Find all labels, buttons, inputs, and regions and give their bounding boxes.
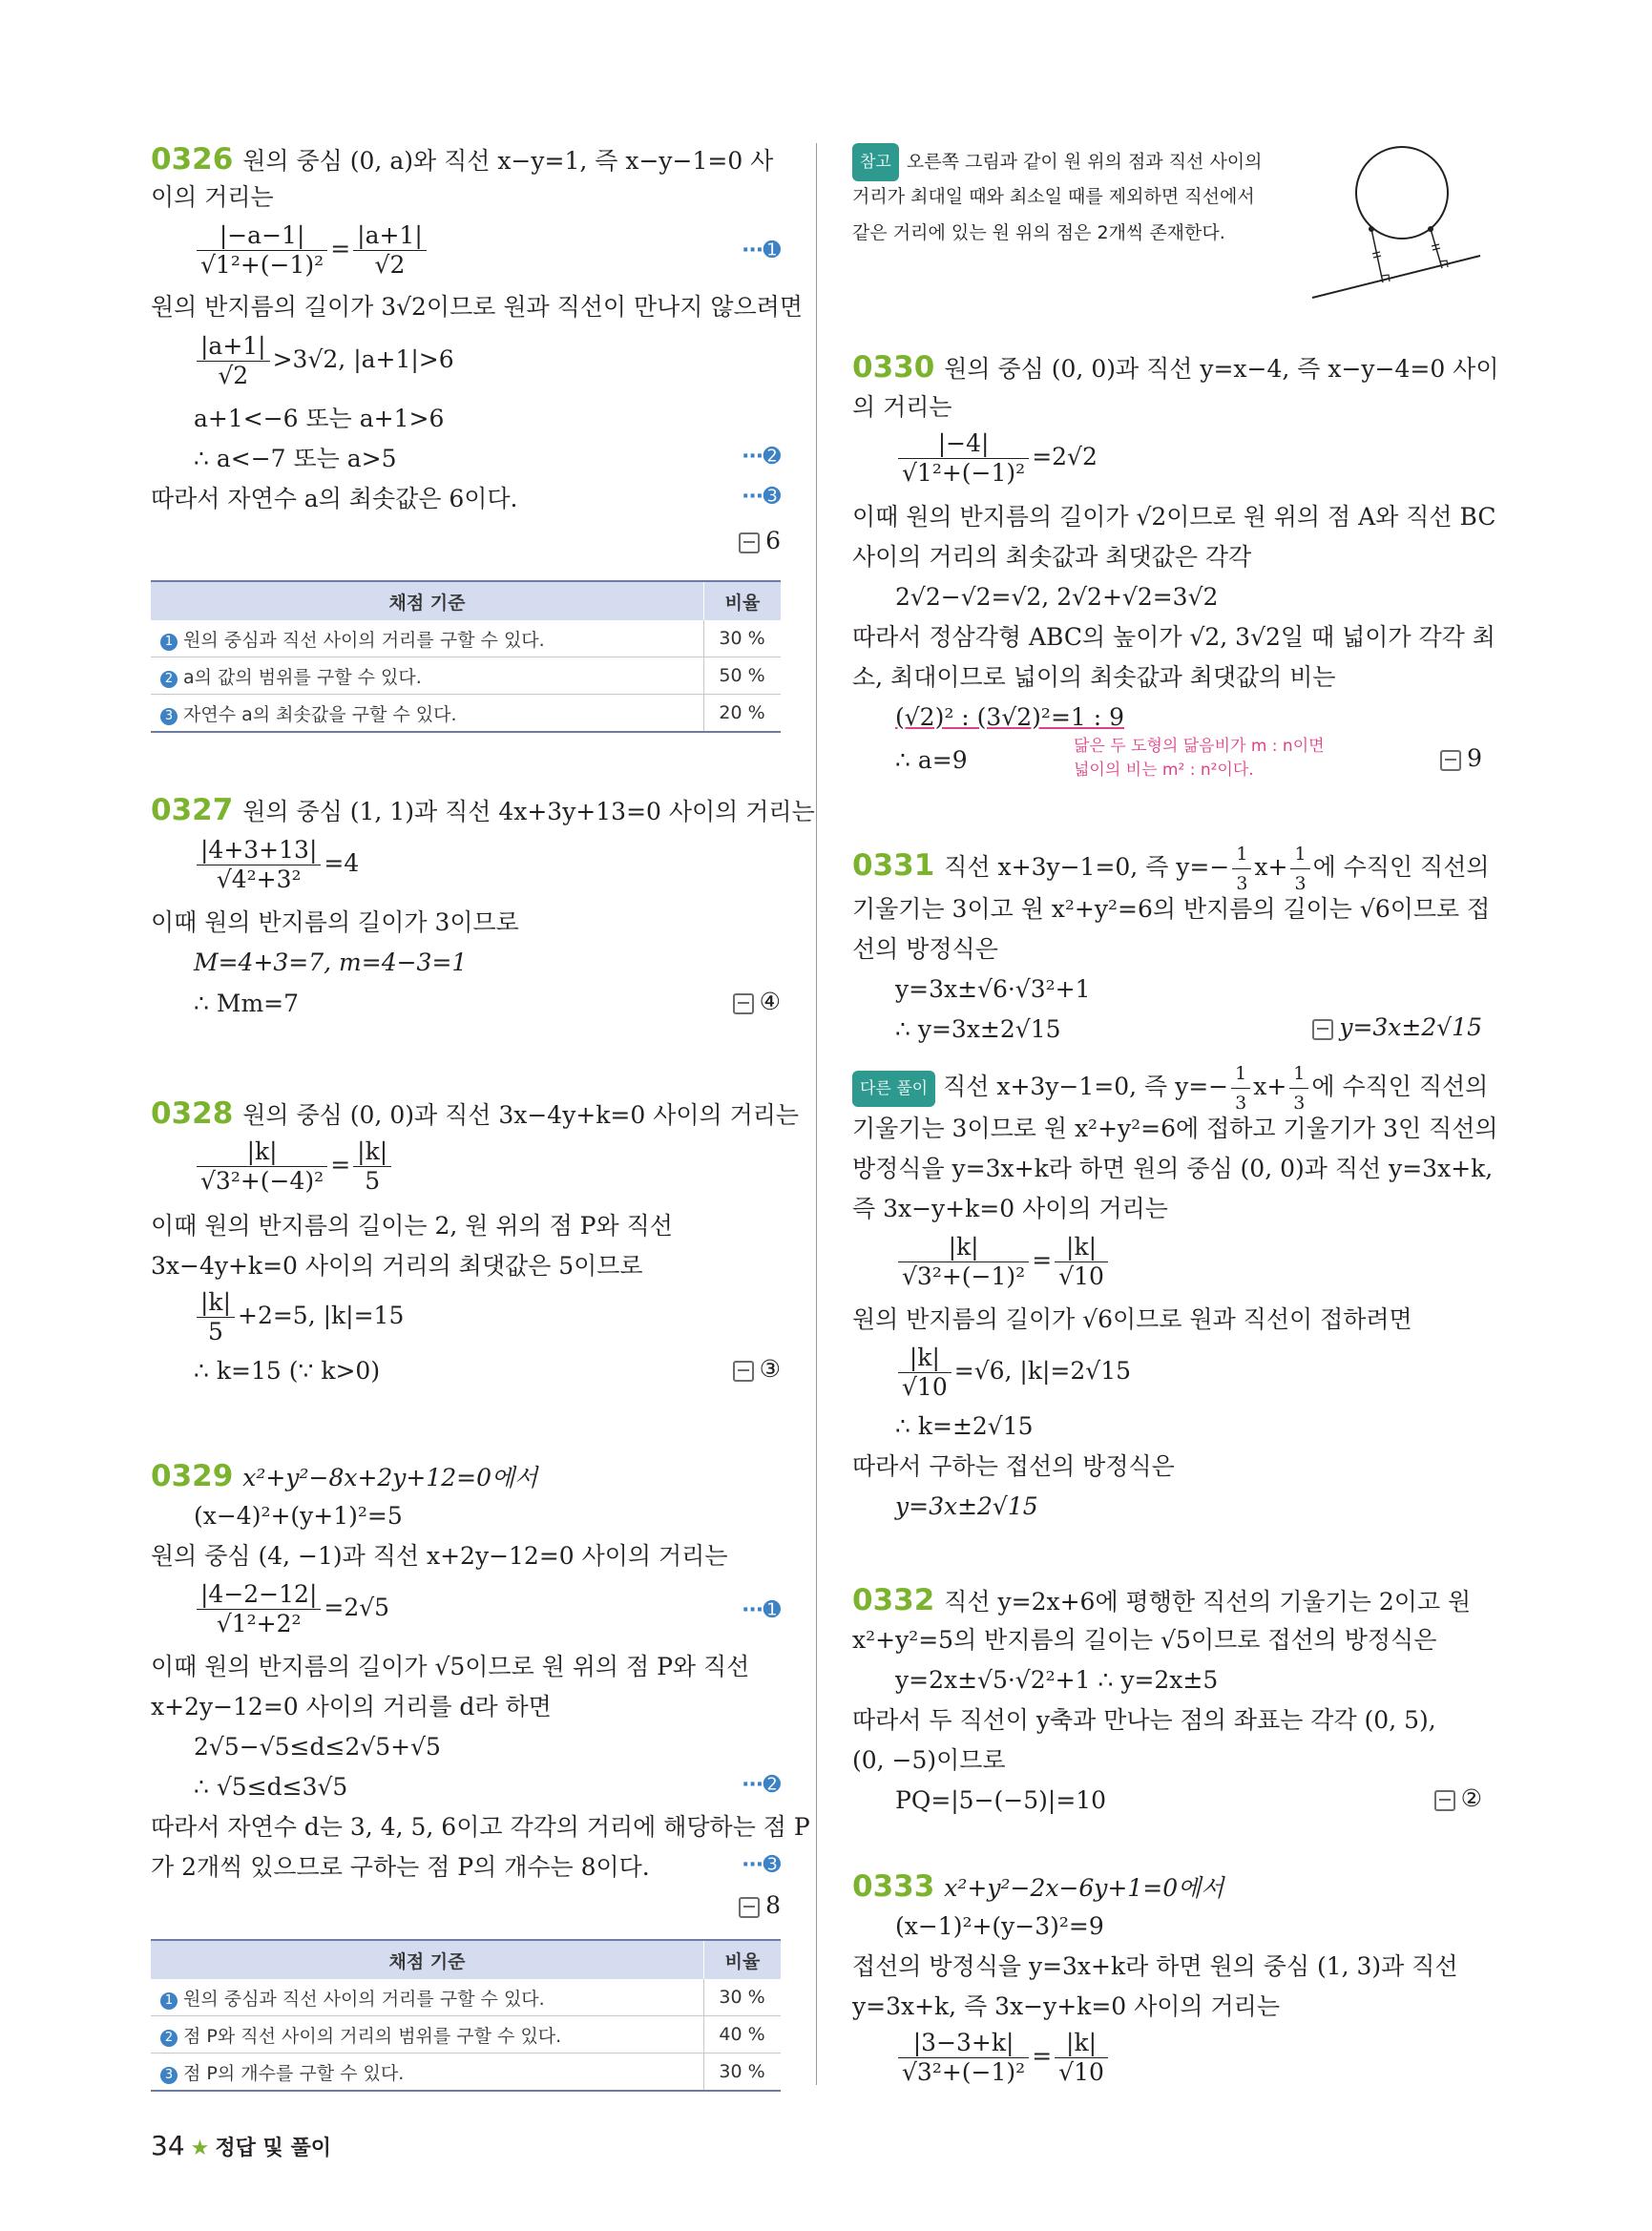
problem-0327-line5: ∴ Mm=7 <box>194 990 300 1017</box>
note-line3: 같은 거리에 있는 원 위의 점은 2개씩 존재한다. <box>852 222 1225 243</box>
problem-0326-formula2: $\frac{|a+1|}{√2}$ >3√2, |a+1|>6 <box>151 332 454 390</box>
step-marker-3: ⋯➌ <box>742 485 781 509</box>
problem-0331-line2: 기울기는 3이고 원 x²+y²=6의 반지름의 길이는 √6이므로 접 <box>852 895 1491 923</box>
problem-0331-line1: 0331 직선 x+3y−1=0, 즉 y=− $\frac{1}{3}$ x+ $\frac{1}{3}$ 에 수직인 직선의 <box>852 840 1490 898</box>
scoring-table-0326: 채점 기준 비율 1 원의 중심과 직선 사이의 거리를 구할 수 있다. 30 % 2 a의 값의 범위를 구할 수 있다. 50 % 3 자연수 a의 최솟값을 구할 수 있다. 20 % <box>151 580 781 733</box>
answer-icon <box>739 1897 760 1918</box>
problem-0329-line5: 이때 원의 반지름의 길이가 √5이므로 원 위의 점 P와 직선 <box>151 1653 750 1680</box>
answer-icon <box>739 532 760 553</box>
similarity-note: 닮은 두 도형의 닮음비가 m : n이면 넓이의 비는 m² : n²이다. <box>1074 737 1325 780</box>
problem-0328-formula2: $\frac{|k|}{5}$ +2=5, |k|=15 <box>151 1288 404 1346</box>
table-row: 1 원의 중심과 직선 사이의 거리를 구할 수 있다. 30 % <box>151 620 781 657</box>
scoring-table-0329: 채점 기준 비율 1 원의 중심과 직선 사이의 거리를 구할 수 있다. 30 % 2 점 P와 직선 사이의 거리의 범위를 구할 수 있다. 40 % 3 점 P의 개수를 구할 수 있다. 30 % <box>151 1939 781 2092</box>
problem-0332-line2: x²+y²=5의 반지름의 길이는 √5이므로 접선의 방정식은 <box>852 1626 1437 1654</box>
problem-0329-line8: ∴ √5≤d≤3√5 <box>194 1773 348 1801</box>
alt-solution-line2: 기울기는 3이므로 원 x²+y²=6에 접하고 기울기가 3인 직선의 <box>852 1115 1498 1142</box>
problem-0333-formula: $\frac{|3-3+k|}{\text{√3²+(−1)²}}$ = $\frac{|k|}{√10}$ <box>852 2029 1111 2087</box>
table-row: 3 점 P의 개수를 구할 수 있다. 30 % <box>151 2054 781 2092</box>
problem-0333-line4: y=3x+k, 즉 3x−y+k=0 사이의 거리는 <box>852 1992 1280 2020</box>
problem-0331-line4: y=3x±√6·√3²+1 <box>895 975 1091 1003</box>
problem-0328-line4: 3x−4y+k=0 사이의 거리의 최댓값은 5이므로 <box>151 1252 643 1280</box>
step-marker-3: ⋯➌ <box>742 1853 781 1877</box>
problem-0330-line5: 사이의 거리의 최솟값과 최댓값은 각각 <box>852 543 1252 571</box>
problem-0327-line3: 이때 원의 반지름의 길이가 3이므로 <box>151 908 519 936</box>
problem-number-0331: 0331 <box>852 848 935 883</box>
step-marker-1: ⋯➊ <box>742 1598 781 1622</box>
problem-0326-line8: 따라서 자연수 a의 최솟값은 6이다. <box>151 485 518 512</box>
problem-0329-line10: 가 2개씩 있으므로 구하는 점 P의 개수는 8이다. <box>151 1853 650 1881</box>
problem-number-0328: 0328 <box>151 1096 234 1131</box>
answer-0326: 6 <box>739 527 781 554</box>
problem-number-0332: 0332 <box>852 1583 935 1617</box>
answer-icon <box>733 993 754 1014</box>
problem-0332-line6: PQ=|5−(−5)|=10 <box>895 1786 1107 1814</box>
problem-0329-line3: 원의 중심 (4, −1)과 직선 x+2y−12=0 사이의 거리는 <box>151 1542 728 1570</box>
problem-0332-line4: 따라서 두 직선이 y축과 만나는 점의 좌표는 각각 (0, 5), <box>852 1706 1436 1734</box>
problem-number-0326: 0326 <box>151 142 234 177</box>
alt-solution-tag: 다른 풀이 <box>852 1071 935 1107</box>
alt-solution-line1: 다른 풀이 직선 x+3y−1=0, 즉 y=− $\frac{1}{3}$ x+ $\frac{1}{3}$ 에 수직인 직선의 <box>852 1059 1488 1117</box>
page-footer <box>151 2130 331 2161</box>
problem-0328-line3: 이때 원의 반지름의 길이는 2, 원 위의 점 P와 직선 <box>151 1212 673 1240</box>
alt-solution-line3: 방정식을 y=3x+k라 하면 원의 중심 (0, 0)과 직선 y=3x+k, <box>852 1155 1494 1182</box>
problem-0333-line1: 0333 x²+y²−2x−6y+1=0에서 <box>852 1869 1224 1904</box>
note-line2: 거리가 최대일 때와 최소일 때를 제외하면 직선에서 <box>852 186 1255 207</box>
note-tag: 참고 <box>852 143 899 181</box>
alt-solution-line6: 원의 반지름의 길이가 √6이므로 원과 직선이 접하려면 <box>852 1305 1412 1333</box>
problem-0328-line6: ∴ k=15 (∵ k>0) <box>194 1357 381 1385</box>
page-number: 34 <box>151 2130 185 2161</box>
table-row: 3 자연수 a의 최솟값을 구할 수 있다. 20 % <box>151 695 781 733</box>
answer-0330: 9 <box>1440 744 1482 772</box>
problem-0328-formula1: $\frac{|k|}{\text{√3²+(−4)²}}$ = $\frac{|k|}{5}$ <box>151 1137 394 1196</box>
step-marker-2: ⋯➋ <box>742 445 781 469</box>
problem-number-0333: 0333 <box>852 1869 935 1904</box>
alt-solution-formula1: $\frac{|k|}{\text{√3²+(−1)²}}$ = $\frac{|k|}{√10}$ <box>852 1233 1111 1291</box>
column-divider <box>816 143 817 2085</box>
problem-0326-line2: 이의 거리는 <box>151 183 274 211</box>
problem-0333-line2: (x−1)²+(y−3)²=9 <box>895 1912 1104 1940</box>
alt-solution-formula2: $\frac{|k|}{√10}$ =√6, |k|=2√15 <box>852 1344 1131 1402</box>
problem-0330-line1: 0330 원의 중심 (0, 0)과 직선 y=x−4, 즉 x−y−4=0 사이 <box>852 350 1499 385</box>
problem-0330-line6: 2√2−√2=√2, 2√2+√2=3√2 <box>895 583 1219 611</box>
answer-0328: ③ <box>733 1355 781 1383</box>
problem-0332-line5: (0, −5)이므로 <box>852 1746 1006 1774</box>
note-line1: 참고 오른쪽 그림과 같이 원 위의 점과 직선 사이의 <box>852 143 1263 181</box>
problem-0329-line6: x+2y−12=0 사이의 거리를 d라 하면 <box>151 1693 552 1720</box>
problem-0329-formula: $\frac{|4-2-12|}{\text{√1²+2²}}$ =2√5 <box>151 1580 389 1638</box>
alt-solution-line10: y=3x±2√15 <box>895 1492 1038 1520</box>
problem-number-0327: 0327 <box>151 793 234 827</box>
problem-0328-line1: 0328 원의 중심 (0, 0)과 직선 3x−4y+k=0 사이의 거리는 <box>151 1096 800 1131</box>
problem-number-0329: 0329 <box>151 1459 234 1493</box>
problem-0326-line1: 0326 원의 중심 (0, a)와 직선 x−y=1, 즉 x−y−1=0 사 <box>151 142 774 177</box>
problem-0333-line3: 접선의 방정식을 y=3x+k라 하면 원의 중심 (1, 3)과 직선 <box>852 1952 1458 1980</box>
alt-solution-line9: 따라서 구하는 접선의 방정식은 <box>852 1452 1175 1480</box>
problem-0329-line7: 2√5−√5≤d≤2√5+√5 <box>194 1733 441 1761</box>
answer-icon <box>1312 1019 1333 1040</box>
problem-0327-line4: M=4+3=7, m=4−3=1 <box>194 949 468 976</box>
alt-solution-line4: 즉 3x−y+k=0 사이의 거리는 <box>852 1195 1168 1222</box>
problem-0327-line1: 0327 원의 중심 (1, 1)과 직선 4x+3y+13=0 사이의 거리는 <box>151 793 815 827</box>
footer-label: 정답 및 풀이 <box>215 2137 331 2160</box>
problem-0330-formula: $\frac{|-4|}{\text{√1²+(−1)²}}$ =2√2 <box>852 429 1098 488</box>
problem-0331-line5: ∴ y=3x±2√15 <box>895 1015 1061 1043</box>
problem-0329-line9: 따라서 자연수 d는 3, 4, 5, 6이고 각각의 거리에 해당하는 점 P <box>151 1813 810 1841</box>
answer-0332: ② <box>1434 1784 1482 1812</box>
problem-0326-line6: a+1<−6 또는 a+1>6 <box>194 405 445 432</box>
problem-0329-line2: (x−4)²+(y+1)²=5 <box>194 1502 403 1530</box>
problem-0330-line8: 소, 최대이므로 넓이의 최솟값과 최댓값의 비는 <box>852 663 1336 691</box>
answer-icon <box>1440 750 1461 771</box>
step-marker-2: ⋯➋ <box>742 1773 781 1797</box>
problem-0327-formula: $\frac{|4+3+13|}{\text{√4²+3²}}$ =4 <box>151 836 359 894</box>
problem-0330-line9: (√2)² : (3√2)²=1 : 9 <box>895 703 1125 731</box>
problem-0326-line7: ∴ a<−7 또는 a>5 <box>194 445 397 472</box>
problem-0331-line3: 선의 방정식은 <box>852 935 998 963</box>
answer-0327: ④ <box>733 988 781 1015</box>
table-row: 1 원의 중심과 직선 사이의 거리를 구할 수 있다. 30 % <box>151 1979 781 2016</box>
problem-0330-line2: 의 거리는 <box>852 393 952 421</box>
problem-number-0330: 0330 <box>852 350 935 385</box>
star-icon: ★ <box>190 2137 210 2160</box>
table-row: 2 점 P와 직선 사이의 거리의 범위를 구할 수 있다. 40 % <box>151 2016 781 2054</box>
answer-icon <box>1434 1790 1455 1811</box>
table-row: 2 a의 값의 범위를 구할 수 있다. 50 % <box>151 657 781 695</box>
answer-0331: y=3x±2√15 <box>1312 1013 1482 1041</box>
problem-0332-line3: y=2x±√5·√2²+1 ∴ y=2x±5 <box>895 1666 1219 1694</box>
problem-0330-line7: 따라서 정삼각형 ABC의 높이가 √2, 3√2일 때 넓이가 각각 최 <box>852 623 1495 651</box>
alt-solution-line8: ∴ k=±2√15 <box>895 1412 1034 1440</box>
problem-0330-line4: 이때 원의 반지름의 길이가 √2이므로 원 위의 점 A와 직선 BC <box>852 503 1496 531</box>
step-marker-1: ⋯➊ <box>742 239 781 262</box>
problem-0332-line1: 0332 직선 y=2x+6에 평행한 직선의 기울기는 2이고 원 <box>852 1583 1472 1617</box>
problem-0329-line1: 0329 x²+y²−8x+2y+12=0에서 <box>151 1459 538 1493</box>
problem-0326-formula1: $\frac{|-a-1|}{\text{√1²+(−1)²}}$ = $\frac{|a+1|}{√2}$ <box>151 221 429 280</box>
problem-0326-line4: 원의 반지름의 길이가 3√2이므로 원과 직선이 만나지 않으려면 <box>151 293 803 321</box>
problem-0330-line10: ∴ a=9 <box>895 746 968 774</box>
answer-icon <box>733 1361 754 1382</box>
circle-line-figure <box>1310 143 1482 305</box>
answer-0329: 8 <box>739 1891 781 1919</box>
